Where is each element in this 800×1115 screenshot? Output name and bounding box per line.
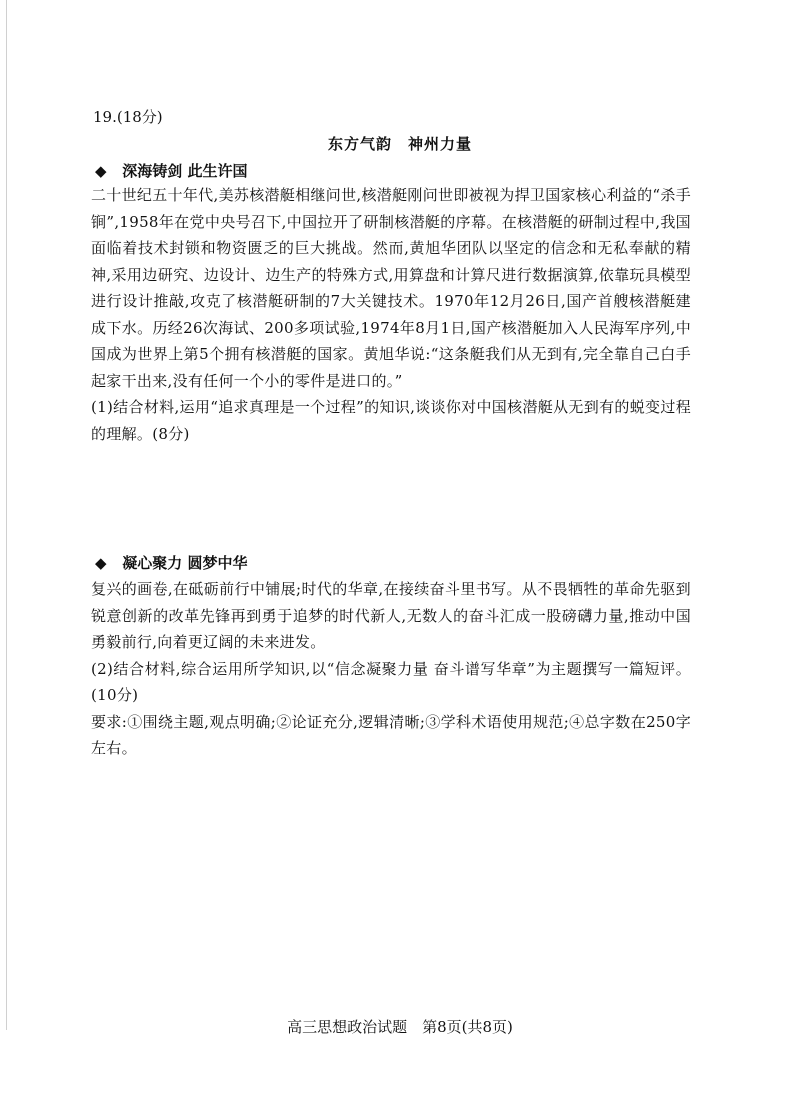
section1-question: (1)结合材料,运用“追求真理是一个过程”的知识,谈谈你对中国核潜艇从无到有的蜕变过程的理解。(8分) [91,398,691,443]
section1-body [91,182,691,447]
section2-heading-text: 凝心聚力 圆梦中华 [122,554,248,572]
question-number: 19.(18分) [93,108,163,126]
diamond-bullet-icon: ◆ [95,162,107,180]
section1-heading-text: 深海铸剑 此生许国 [122,162,248,180]
section2-body [91,576,691,762]
section2-material: 复兴的画卷,在砥砺前行中铺展;时代的华章,在接续奋斗里书写。从不畏牺牲的革命先驱到锐意创新的改革先锋再到勇于追梦的时代新人,无数人的奋斗汇成一股磅礴力量,推动中国勇毅前行,向着更辽阔的未来进发。 [91,580,691,651]
section1-heading [95,160,247,181]
question-title: 东方气韵 神州力量 [327,135,472,153]
section1-material: 二十世纪五十年代,美苏核潜艇相继问世,核潜艇刚问世即被视为捍卫国家核心利益的“杀手锏”,1958年在党中央号召下,中国拉开了研制核潜艇的序幕。在核潜艇的研制过程中,我国面临着技术封锁和物资匮乏的巨大挑战。然而,黄旭华团队以坚定的信念和无私奉献的精神,采用边研究、边设计、边生产的特殊方式,用算盘和计算尺进行数据演算,依靠玩具模型进行设计推敲,攻克了核潜艇研制的7大关键技术。1970年12月26日,国产首艘核潜艇建成下水。历经26次海试、200多项试验,1974年8月1日,国产核潜艇加入人民海军序列,中国成为世界上第5个拥有核潜艇的国家。黄旭华说:“这条艇我们从无到有,完全靠自己白手起家干出来,没有任何一个小的零件是进口的。” [91,186,691,390]
section2-requirements: 要求:①围绕主题,观点明确;②论证充分,逻辑清晰;③学科术语使用规范;④总字数在250字左右。 [91,712,691,757]
section2-question: (2)结合材料,综合运用所学知识,以“信念凝聚力量 奋斗谱写华章”为主题撰写一篇短评。(10分) [91,659,691,704]
section2-heading [95,552,247,573]
page-footer: 高三思想政治试题 第8页(共8页) [287,1018,513,1036]
diamond-bullet-icon: ◆ [95,554,107,572]
